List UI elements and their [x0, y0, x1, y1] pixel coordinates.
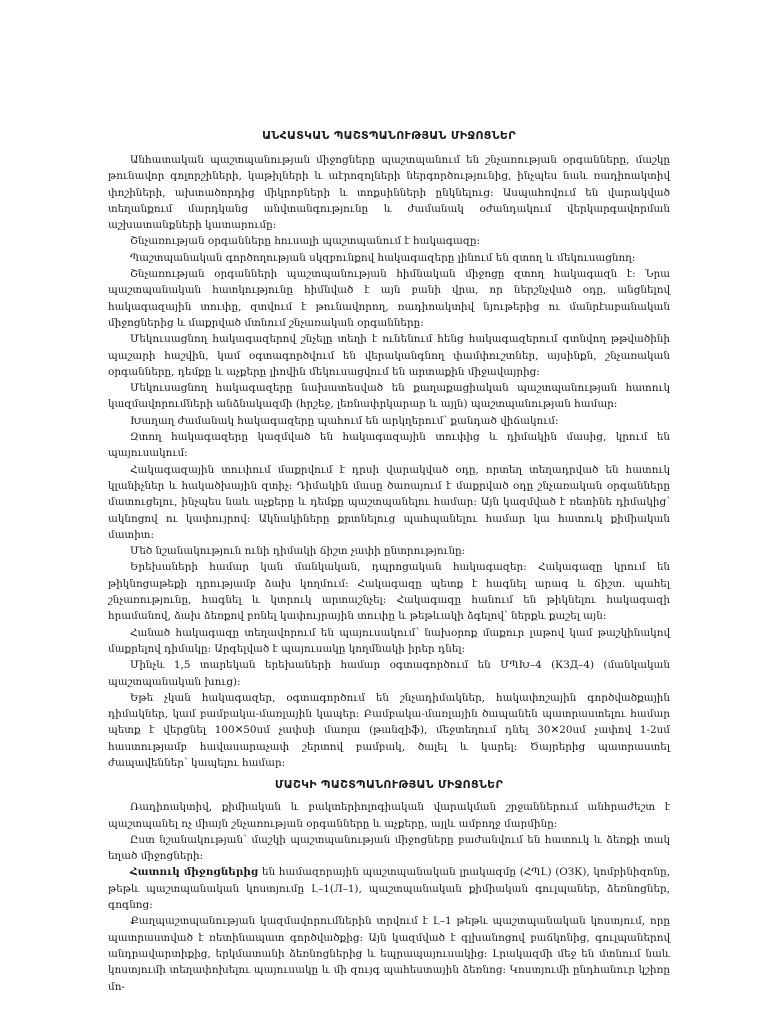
paragraph: Մեկուսացնող հակագազերը նախատեսված են քաղաքացիական պաշտպանության հատուկ կազմավորումների անձնակազմի (հրշեջ, լեռնափրկարար և այլն) պաշտպանության համար: — [108, 382, 670, 411]
document-page — [108, 128, 670, 995]
paragraph: Պաշտպանական գործողության սկզբունքով հակագազերը լինում են զտող և մեկուսացնող: — [130, 251, 636, 264]
paragraph-text: են համազորային պաշտպանական լրակազմը (ՀՊԼ) (ОЗК), կոմբինիզոնը, թեթև պաշտպանական կոստյումը Լ–1(Л–1), պաշտպանական քիմիական գուլպաներ, ձեռնոցներ, գոգնոց: — [108, 866, 671, 912]
paragraph: Մեծ նշանակություն ունի դիմակի ճիշտ չափի ընտրությունը: — [130, 545, 466, 558]
section-2-body — [108, 799, 670, 995]
paragraph: Հակագազային տուփում մաքրվում է դրսի վարակված օդը, որտեղ տեղադրված են հատուկ կլանիչներ և հակածխային զտիչ: Դիմակին մասը ծառայում է մաքրված օդը շնչառական օրգանները մատուցելու, ինչպես նաև աչքերը և դեմքը պաշտպանելու համար: Այն կազմված է ռետինե դիմակից՝ ակնոցով ու կափույրով: Ակնակիները քրտնելուց պահպանելու համար կա հատուկ քիմիական մատիտ: — [108, 463, 670, 541]
paragraph: Քաղպաշտպանության կազմավորումներին տրվում է Լ–1 թեթև պաշտպանական կոստյում, որը պատրաստված է ռետինապատ գործվածքից: Այն կազմված է գլխանոցով բաճկոնից, գուլպաներով անդրավարտիքից, երկմատանի ձեռնոցներից և եպրապայուսակից: Լրակազմի մեջ են մտնում նաև կոստյումի տեղափոխելու պայուսակը և մի զույգ պահեստային ձեռնոց: Կոստյումի ընդհանուր կշիռը մո- — [108, 915, 670, 993]
paragraph: Մինչև 1,5 տարեկան երեխաների համար օգտագործում են ՄՊԽ–4 (КЗД–4) (մանկական պաշտպանական խուց): — [108, 659, 670, 688]
paragraph: Անհատական պաշտպանության միջոցները պաշտպանում են շնչառության օրգանները, մաշկը թունավոր գոլորշիների, կաթիլների և աէրոզոլների ներգործությունից, ինչպես նաև ռադիոակտիվ փոշիների, ախտածորդից միկրոբների և տոքսինների ընկնելուց: Ասպահովում են վարակված տեղանքում մարդկանց անվտանգությունը և ժամանակ օժանդակում վերկարգավորման աշխատանքների կատարումը: — [108, 154, 670, 232]
paragraph: Շնչառության օրգանների պաշտպանության հիմնական միջոցը զտող հակագազն է: Նրա պաշտպանական հատկությունը հիմնված է այն բանի վրա, որ ներշնչված օդը, անցնելով հակագազային տուփը, զտվում է թունավորող, ռադիոակտիվ նյութերից ու մանրէաբանական միջոցներից և մաքրված մտնում շնչառական օրգանները: — [108, 268, 670, 329]
section-1-title: ԱՆՀԱՏԿԱՆ ՊԱՇՏՊԱՆՈՒԹՅԱՆ ՄԻՋՈՑՆԵՐ — [262, 129, 516, 142]
paragraph: Խաղաղ ժամանակ հակագազերը պահում են արկղերում՝ քանդած վիճակում: — [130, 414, 559, 427]
paragraph — [108, 864, 670, 913]
paragraph: Ըստ նշանակության՝ մաշկի պաշտպանության միջոցները բաժանվում են հատուկ և ձեռքի տակ եղած միջոցների: — [108, 833, 670, 863]
paragraph: Ռադիոակտիվ, քիմիական և բակտերիոլոգիական վարակման շրջաններում անհրաժեշտ է պաշտպանել ոչ միայն շնչառության օրգանները և աչքերը, այլև ամբողջ մարմինը: — [108, 801, 670, 830]
bold-lead-text: Հատուկ միջոցներից — [130, 866, 259, 879]
paragraph: Եթե չկան հակագազեր, օգտագործում են շնչադիմակներ, հակափոշային գործվածքային դիմակներ, կամ բամբակա-մառլային կապեր: Բամբակա-մառլային ծապանեն պատրաստելու համար պետք է վերցնել 100✕50սմ չափսի մառլա (թանզիֆ), մեջտեղում դնել 30✕20սմ չափով 1-2սմ հաստությամբ հավասարաչափ շերտով բամբակ, ծալել և կարել: Ծայրերից պատրաստել ժապավեններ՝ կապելու համար: — [108, 691, 670, 769]
paragraph: Երեխաների համար կան մանկական, դպրոցական հակագազեր: Հակագազը կրում են թիկնոցաթեքի դրությամբ ձախ կողմում: Հակագազը պետք է հագնել արագ և ճիշտ. պահել շնչառությունը, հագնել և կտրուկ արտաշնչել: Հակագազը հանում են թիկնելու հակագազի հրամանով, ձախ ձեռքով բռնել կափույրային տուփը և թեթևակի ձգելով՝ ներքև քաշել այն: — [108, 561, 670, 623]
paragraph: Հանած հակագազը տեղավորում են պայուսակում՝ նախօրոք մաքուր լաթով կամ թաշկինակով մաքրելով դիմակը: Արգելված է պայուսակը կողմնակի իրեր դնել: — [108, 626, 670, 655]
paragraph: Մեկուսացնող հակագազերով շնչելը տեղի է ունենում հենց հակագազերում գտնվող թթվածինի պաշարի հաշվին, կամ օգտագործվում են վերականգնող փամփուշտներ, այսինքն, շնչառական օրգանները, դեմքը և աչքերը լիովին մեկուսացվում են արտաքին միջավայրից: — [108, 333, 670, 378]
section-1-body — [108, 152, 670, 771]
paragraph: Զտող հակագազերը կազմված են հակագազային տուփից և դիմակին մասից, կրում են պայուսակում: — [108, 431, 670, 460]
paragraph: Շնչառության օրգանները հուսալի պաշտպանում է հակագազը: — [130, 235, 481, 248]
section-2-title: ՄԱՇԿԻ ՊԱՇՏՊԱՆՈՒԹՅԱՆ ՄԻՋՈՑՆԵՐ — [274, 778, 504, 792]
